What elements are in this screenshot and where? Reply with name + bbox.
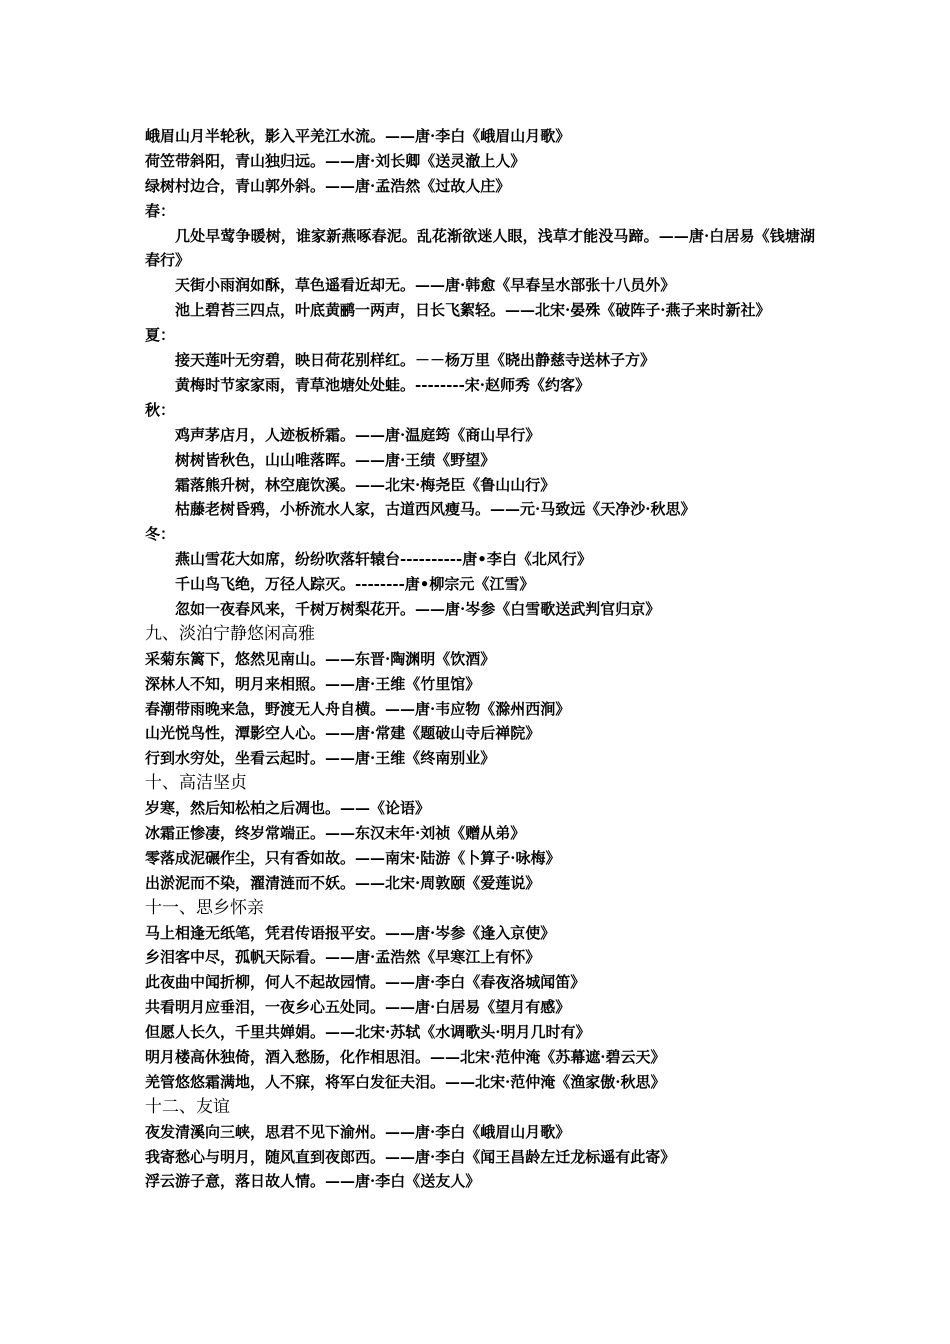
poem-line: 明月楼高休独倚，酒入愁肠，化作相思泪。——北宋·范仲淹《苏幕遮·碧云天》 bbox=[145, 1048, 666, 1066]
poem-line: 但愿人长久，千里共婵娟。——北宋·苏轼《水调歌头·明月几时有》 bbox=[145, 1023, 591, 1042]
section-heading: 十二、友谊 bbox=[145, 1096, 230, 1117]
poem-line: 燕山雪花大如席，纷纷吹落轩辕台----------唐•李白《北风行》 bbox=[175, 550, 592, 569]
poem-line: 鸡声茅店月，人迹板桥霜。——唐·温庭筠《商山早行》 bbox=[175, 425, 541, 444]
poem-line: 树树皆秋色，山山唯落晖。——唐·王绩《野望》 bbox=[175, 450, 496, 469]
season-label-winter: 冬： bbox=[145, 525, 176, 544]
poem-line: 山光悦鸟性，潭影空人心。——唐·常建《题破山寺后禅院》 bbox=[145, 724, 541, 743]
poem-line: 忽如一夜春风来，千树万树梨花开。——唐·岑参《白雪歌送武判官归京》 bbox=[175, 599, 661, 618]
poem-line: 采菊东篱下，悠然见南山。——东晋·陶渊明《饮酒》 bbox=[145, 649, 496, 668]
poem-line: 夜发清溪向三峡，思君不见下渝州。——唐·李白《峨眉山月歌》 bbox=[145, 1122, 571, 1141]
season-label-autumn: 秋： bbox=[145, 400, 176, 419]
section-heading: 十一、思乡怀亲 bbox=[145, 897, 264, 918]
poem-line: 浮云游子意，落日故人情。——唐·李白《送友人》 bbox=[145, 1172, 481, 1191]
poem-line: 此夜曲中闻折柳，何人不起故园情。——唐·李白《春夜洛城闻笛》 bbox=[145, 973, 586, 992]
poem-list bbox=[145, 124, 815, 1194]
poem-line: 绿树村边合，青山郭外斜。——唐·孟浩然《过故人庄》 bbox=[145, 176, 511, 195]
poem-line: 岁寒，然后知松柏之后凋也。——《论语》 bbox=[145, 799, 431, 818]
poem-line: 池上碧苔三四点，叶底黄鹂一两声，日长飞絮轻。——北宋·晏殊《破阵子·燕子来时新社》 bbox=[175, 301, 771, 320]
poem-line: 几处早莺争暖树，谁家新燕啄春泥。乱花渐欲迷人眼，浅草才能没马蹄。——唐·白居易《钱塘湖春行》 bbox=[145, 226, 815, 270]
season-label-spring: 春： bbox=[145, 201, 176, 220]
poem-line: 羌管悠悠霜满地，人不寐，将军白发征夫泪。——北宋·范仲淹《渔家傲·秋思》 bbox=[145, 1072, 666, 1091]
poem-line: 千山鸟飞绝，万径人踪灭。--------唐•柳宗元《江雪》 bbox=[175, 575, 535, 594]
poem-line: 我寄愁心与明月，随风直到夜郎西。——唐·李白《闻王昌龄左迁龙标遥有此寄》 bbox=[145, 1147, 676, 1166]
poem-line: 共看明月应垂泪，一夜乡心五处同。——唐·白居易《望月有感》 bbox=[145, 998, 571, 1017]
poem-line: 行到水穷处，坐看云起时。——唐·王维《终南别业》 bbox=[145, 749, 496, 768]
poem-line: 零落成泥碾作尘，只有香如故。——南宋·陆游《卜算子·咏梅》 bbox=[145, 848, 561, 867]
poem-line: 出淤泥而不染，濯清涟而不妖。——北宋·周敦颐《爱莲说》 bbox=[145, 873, 541, 892]
poem-line: 枯藤老树昏鸦，小桥流水人家，古道西风瘦马。——元·马致远《天净沙·秋思》 bbox=[175, 500, 696, 519]
poem-line: 峨眉山月半轮秋，影入平羌江水流。——唐·李白《峨眉山月歌》 bbox=[145, 127, 571, 145]
poem-line: 荷笠带斜阳，青山独归远。——唐·刘长卿《送灵澈上人》 bbox=[145, 151, 526, 170]
section-heading: 十、高洁坚贞 bbox=[145, 773, 247, 794]
poem-line: 黄梅时节家家雨，青草池塘处处蛙。--------宋·赵师秀《约客》 bbox=[175, 375, 591, 394]
section-heading: 九、淡泊宁静悠闲高雅 bbox=[145, 623, 315, 644]
poem-line: 春潮带雨晚来急，野渡无人舟自横。——唐·韦应物《滁州西涧》 bbox=[145, 699, 571, 718]
poem-line: 霜落熊升树，林空鹿饮溪。——北宋·梅尧臣《鲁山山行》 bbox=[175, 475, 556, 494]
poem-line: 乡泪客中尽，孤帆天际看。——唐·孟浩然《早寒江上有怀》 bbox=[145, 948, 541, 967]
poem-line: 马上相逢无纸笔，凭君传语报平安。——唐·岑参《逢入京使》 bbox=[145, 923, 556, 942]
poem-line: 天街小雨润如酥，草色遥看近却无。——唐·韩愈《早春呈水部张十八员外》 bbox=[175, 276, 676, 295]
poem-line: 冰霜正惨凄，终岁常端正。——东汉末年·刘祯《赠从弟》 bbox=[145, 823, 526, 842]
poem-line: 接天莲叶无穷碧，映日荷花别样红。－－杨万里《晓出静慈寺送林子方》 bbox=[175, 351, 656, 370]
poem-line: 深林人不知，明月来相照。——唐·王维《竹里馆》 bbox=[145, 674, 481, 693]
season-label-summer: 夏： bbox=[145, 326, 176, 345]
